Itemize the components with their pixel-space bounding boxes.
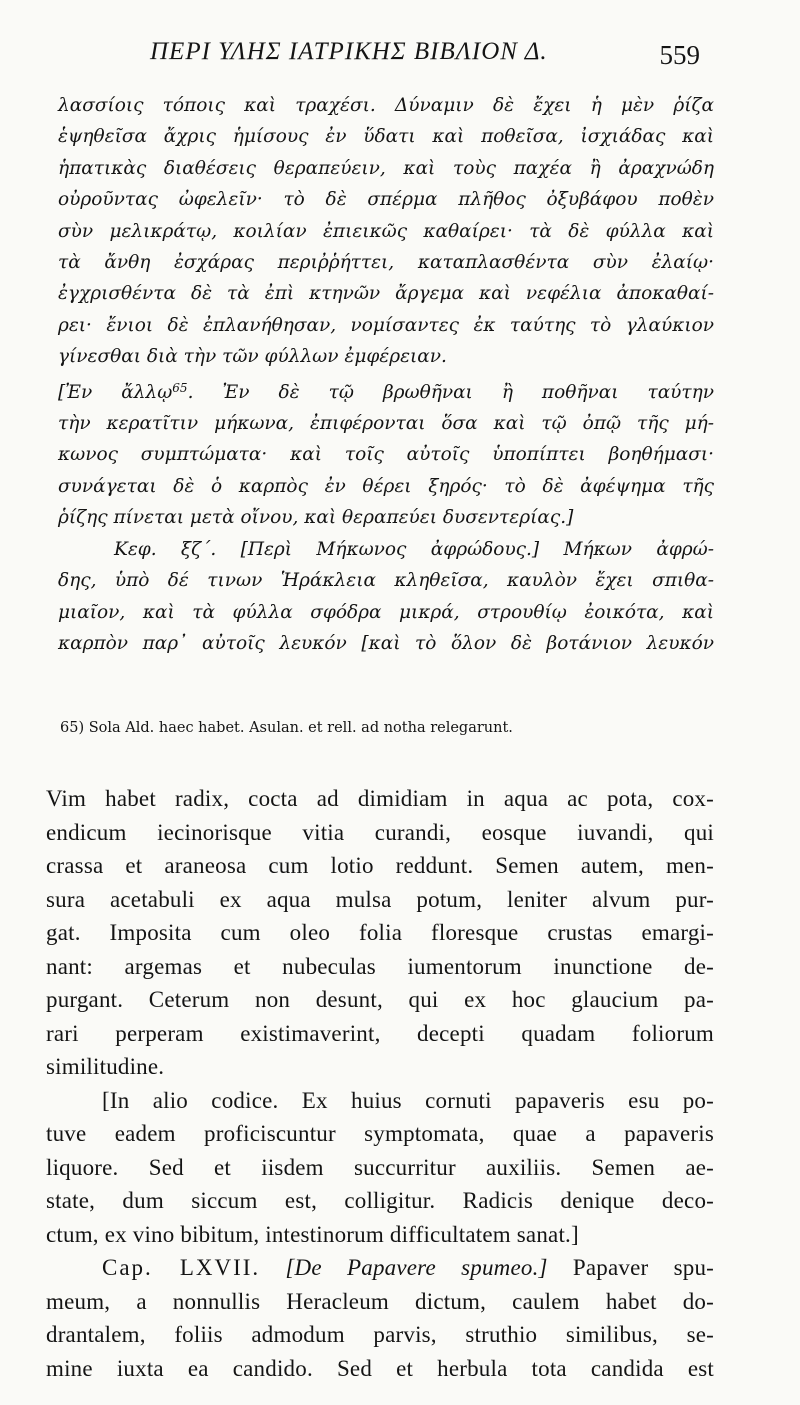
greek-line: γίνεσθαι διὰ τὴν τῶν φύλλων ἐμφέρειαν. <box>58 346 447 368</box>
latin-line: drantalem, foliis admodum parvis, struthio similibus, se- <box>46 1322 714 1347</box>
greek-line: ἐγχρισθέντα δὲ τὰ ἐπὶ κτηνῶν ἄργεμα καὶ νεφέλια ἀποκαθαί- <box>58 283 714 305</box>
greek-text-block <box>58 90 714 659</box>
latin-text-block <box>46 782 714 1385</box>
greek-line: κωνος συμπτώματα· καὶ τοῖς αὐτοῖς ὑποπίπτει βοηθήμασι· <box>58 444 714 466</box>
greek-line: τὴν κερατῖτιν μήκωνα, ἐπιφέρονται ὅσα καὶ τῷ ὀπῷ τῆς μή- <box>58 413 714 435</box>
greek-line: δης, ὑπὸ δέ τινων Ἡράκλεια κληθεῖσα, καυλὸν ἔχει σπιθα- <box>58 570 714 592</box>
latin-chapter-heading-line <box>46 1251 714 1285</box>
latin-line: endicum iecinorisque vitia curandi, eosque iuvandi, qui <box>46 819 714 845</box>
page-header <box>0 38 800 78</box>
greek-line: τὰ ἄνθη ἐσχάρας περιῤῥήττει, καταπλασθέντα σὺν ἐλαίῳ· <box>58 252 714 274</box>
greek-line: ρει· ἔνιοι δὲ ἐπλανήθησαν, νομίσαντες ἐκ ταύτης τὸ γλαύκιον <box>58 314 714 336</box>
latin-line: similitudine. <box>46 1054 165 1079</box>
latin-line: liquore. Sed et iisdem succurritur auxiliis. Semen ae- <box>46 1154 714 1180</box>
latin-chapter-title: [De Papavere spumeo.] <box>285 1255 548 1280</box>
latin-line: meum, a nonnullis Heracleum dictum, caulem habet do- <box>46 1288 714 1314</box>
greek-line: καρπὸν παρ᾽ αὐτοῖς λευκόν [καὶ τὸ ὅλον δὲ βοτάνιον λευκόν <box>58 632 714 654</box>
latin-line: sura acetabuli ex aqua mulsa potum, leniter alvum pur- <box>46 886 714 912</box>
running-title: ΠΕΡΙ ΥΛΗΣ ΙΑΤΡΙΚΗΣ ΒΙΒΛΙΟΝ Δ. <box>150 38 548 65</box>
greek-chapter-label: Κεφ. ξζ΄. <box>114 538 217 560</box>
greek-alt-codex-line <box>58 373 714 408</box>
footnote-marker: 65 <box>172 380 188 395</box>
page-number: 559 <box>659 40 700 70</box>
greek-line: συνάγεται δὲ ὁ καρπὸς ἐν θέρει ξηρός· τὸ δὲ ἀφέψημα τῆς <box>58 475 714 497</box>
latin-line: state, dum siccum est, colligitur. Radicis denique deco- <box>46 1188 714 1213</box>
greek-line: ῥίζης πίνεται μετὰ οἴνου, καὶ θεραπεύει δυσεντερίας.] <box>58 507 574 529</box>
greek-line: σὺν μελικράτῳ, κοιλίαν ἐπιεικῶς καθαίρει· τὰ δὲ φύλλα καὶ <box>58 220 714 242</box>
footnote: 65) Sola Ald. haec habet. Asulan. et rell. ad notha relegarunt. <box>60 720 513 736</box>
greek-line: μιαῖον, καὶ τὰ φύλλα σφόδρα μικρά, στρουθίῳ ἐοικότα, καὶ <box>58 601 714 623</box>
latin-line: mine iuxta ea candido. Sed et herbula tota candida est <box>46 1355 714 1381</box>
greek-chapter-title: [Περὶ Μήκωνος ἀφρώδους.] Μήκων ἀφρώ- <box>240 538 714 560</box>
greek-line: ἡπατικὰς διαθέσεις θεραπεύειν, καὶ τοὺς παχέα ἢ ἀραχνώδη <box>58 157 714 179</box>
latin-line: gat. Imposita cum oleo folia floresque crustas emargi- <box>46 920 714 945</box>
greek-chapter-heading-line <box>58 534 714 565</box>
latin-line: ctum, ex vino bibitum, intestinorum difficultatem sanat.] <box>46 1221 579 1247</box>
latin-chapter-label: Cap. LXVII. <box>102 1255 261 1280</box>
greek-line: οὐροῦντας ὠφελεῖν· τὸ δὲ σπέρμα πλῆθος ὀξυβάφου ποθὲν <box>58 189 714 211</box>
latin-line: [In alio codice. Ex huius cornuti papaveris esu po- <box>102 1087 714 1113</box>
latin-line: crassa et araneosa cum lotio reddunt. Semen autem, men- <box>46 853 714 878</box>
latin-line: nant: argemas et nubeculas iumentorum inunctione de- <box>46 953 714 979</box>
latin-chapter-text: Papaver spu- <box>547 1255 715 1280</box>
greek-alt-text: . Ἐν δὲ τῷ βρωθῆναι ἢ ποθῆναι ταύτην <box>187 381 714 403</box>
latin-line: Vim habet radix, cocta ad dimidiam in aqua ac pota, cox- <box>46 786 714 811</box>
latin-line: tuve eadem proficiscuntur symptomata, quae a papaveris <box>46 1121 714 1146</box>
latin-line: purgant. Ceterum non desunt, qui ex hoc glaucium pa- <box>46 987 714 1012</box>
greek-alt-intro: [Ἐν ἄλλῳ <box>58 381 173 403</box>
greek-line: ἑψηθεῖσα ἄχρις ἡμίσους ἐν ὕδατι καὶ ποθεῖσα, ἰσχιάδας καὶ <box>58 126 714 148</box>
latin-line: rari perperam existimaverint, decepti quadam foliorum <box>46 1020 714 1046</box>
greek-line: λασσίοις τόποις καὶ τραχέσι. Δύναμιν δὲ ἔχει ἡ μὲν ῥίζα <box>58 95 714 116</box>
